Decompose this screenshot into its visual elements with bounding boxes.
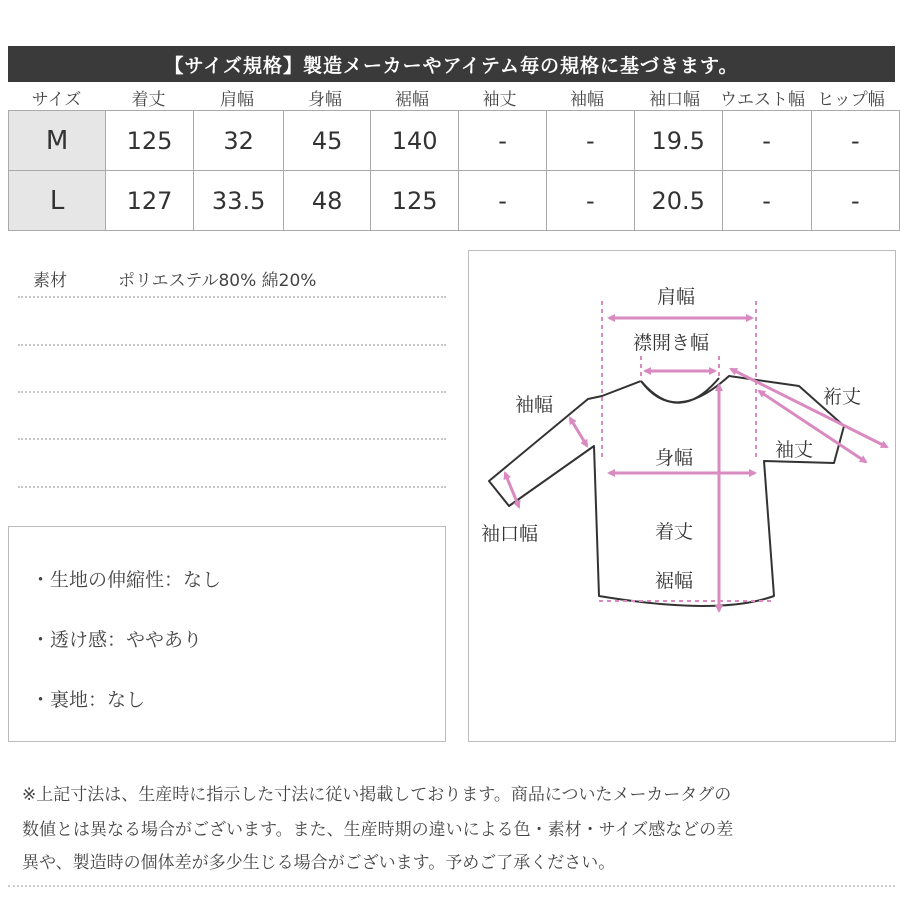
col-header-hip-width: ヒップ幅: [817, 89, 885, 110]
table-cell: -: [722, 111, 811, 171]
label-hem-width: 裾幅: [655, 570, 694, 592]
size-cell: M: [9, 111, 106, 171]
label-body-width: 身幅: [655, 447, 694, 469]
property-sheerness: ・透け感：ややあり: [31, 629, 203, 651]
material-label: 素材: [33, 271, 67, 291]
table-cell: 48: [284, 171, 370, 231]
table-cell: -: [722, 171, 811, 231]
property-stretch: ・生地の伸縮性：なし: [31, 569, 222, 591]
col-header-sleeve-width: 袖幅: [570, 89, 604, 110]
yuki-arrow: [731, 369, 887, 447]
label-sleeve-width: 袖幅: [515, 394, 554, 416]
col-header-length: 着丈: [131, 89, 166, 110]
header-title: 【サイズ規格】製造メーカーやアイテム毎の規格に基づきます。: [164, 54, 739, 77]
table-cell: -: [459, 111, 546, 171]
table-cell: -: [811, 171, 899, 231]
size-table-column-headers: [8, 84, 895, 110]
label-length: 着丈: [655, 521, 694, 543]
material-value: ポリエステル80% 綿20%: [118, 271, 317, 291]
note-line-2: 数値とは異なる場合がございます。また、生産時期の違いによる色・素材・サイズ感などの差: [22, 820, 734, 840]
label-yuki-length: 裄丈: [823, 386, 862, 408]
table-cell: 32: [193, 111, 284, 171]
table-cell: -: [459, 171, 546, 231]
note-line-1: ※上記寸法は、生産時に指示した寸法に従い掲載しております。商品についたメーカータグの: [22, 785, 732, 805]
garment-diagram-svg: [469, 251, 895, 741]
divider: [18, 486, 446, 488]
table-cell: 127: [106, 171, 194, 231]
col-header-waist-width: ウエスト幅: [720, 89, 805, 110]
fabric-properties-box: [8, 526, 446, 742]
col-header-shoulder: 肩幅: [220, 89, 254, 110]
table-cell: 125: [106, 111, 194, 171]
col-header-sleeve-length: 袖丈: [482, 89, 517, 110]
table-cell: -: [546, 111, 634, 171]
cuff-arrow: [505, 473, 519, 507]
divider: [18, 344, 446, 346]
property-lining: ・裏地：なし: [31, 689, 146, 711]
col-header-hem-width: 裾幅: [395, 89, 429, 110]
table-cell: 45: [284, 111, 370, 171]
table-cell: 19.5: [634, 111, 722, 171]
sleeve-width-arrow: [570, 418, 587, 446]
table-cell: -: [811, 111, 899, 171]
measurement-diagram: [468, 250, 896, 742]
size-cell: L: [9, 171, 106, 231]
col-header-size: サイズ: [31, 89, 82, 110]
col-header-cuff-width: 袖口幅: [649, 89, 700, 110]
label-shoulder: 肩幅: [657, 286, 696, 308]
divider: [18, 438, 446, 440]
table-cell: 20.5: [634, 171, 722, 231]
divider: [18, 296, 446, 298]
size-spec-header: [8, 46, 895, 82]
table-cell: 140: [370, 111, 459, 171]
label-cuff-width: 袖口幅: [481, 523, 539, 545]
size-table: [8, 110, 900, 231]
neckline: [641, 378, 719, 403]
col-header-body-width: 身幅: [308, 89, 342, 110]
table-cell: -: [546, 171, 634, 231]
note-line-3: 異や、製造時の個体差が多少生じる場合がございます。予めご了承ください。: [22, 853, 616, 873]
divider: [8, 885, 895, 887]
table-row: [9, 111, 900, 171]
table-cell: 33.5: [193, 171, 284, 231]
label-neck-width: 襟開き幅: [633, 332, 710, 354]
table-cell: 125: [370, 171, 459, 231]
divider: [18, 391, 446, 393]
table-row: [9, 171, 900, 231]
label-sleeve-length: 袖丈: [775, 439, 814, 461]
